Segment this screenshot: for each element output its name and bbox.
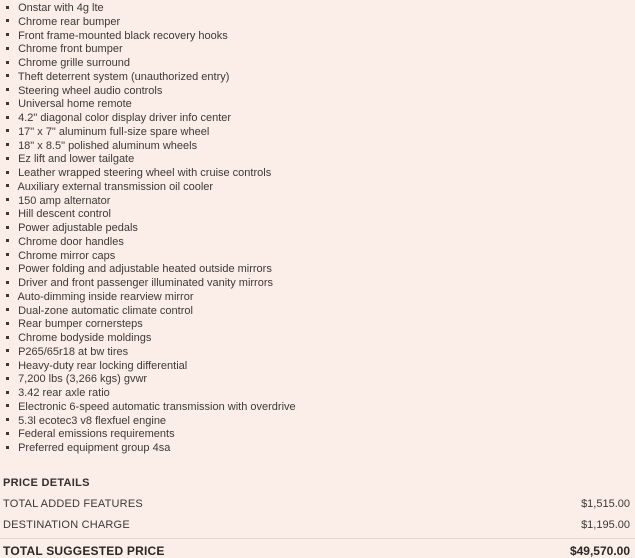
feature-text: Heavy-duty rear locking differential — [18, 359, 188, 372]
bullet-icon — [6, 33, 9, 36]
feature-list-item — [5, 167, 635, 181]
feature-list-item — [5, 126, 635, 140]
feature-list-item — [5, 208, 635, 222]
feature-list-item — [5, 387, 635, 401]
feature-list-item — [5, 140, 635, 154]
bullet-icon — [6, 253, 9, 256]
bullet-icon — [6, 184, 9, 187]
feature-text: Power folding and adjustable heated outside mirrors — [18, 263, 272, 276]
feature-text: Chrome front bumper — [18, 43, 123, 56]
feature-list-item — [5, 222, 635, 236]
feature-text: Auxiliary external transmission oil cooler — [17, 180, 214, 193]
bullet-icon — [6, 102, 9, 105]
feature-list-item — [5, 43, 635, 57]
feature-text: Steering wheel audio controls — [18, 84, 163, 97]
feature-text: Preferred equipment group 4sa — [18, 442, 171, 454]
price-details-heading: PRICE DETAILS — [3, 476, 90, 489]
bullet-icon — [6, 308, 9, 311]
feature-text: 18" x 8.5" polished aluminum wheels — [18, 139, 198, 152]
feature-text: Chrome mirror caps — [18, 249, 116, 262]
feature-text: Electronic 6-speed automatic transmission with overdrive — [18, 400, 296, 413]
feature-text: Universal home remote — [18, 98, 132, 111]
bullet-icon — [6, 281, 9, 284]
bullet-icon — [6, 404, 9, 407]
price-row-label: DESTINATION CHARGE — [3, 518, 130, 531]
feature-text: Auto-dimming inside rearview mirror — [17, 290, 194, 303]
bullet-icon — [6, 19, 9, 22]
bullet-icon — [6, 157, 9, 160]
price-row-value: $1,195.00 — [581, 518, 630, 531]
feature-text: 4.2" diagonal color display driver info center — [18, 112, 232, 124]
bullet-icon — [6, 432, 9, 435]
bullet-icon — [6, 143, 9, 146]
feature-list-item — [5, 291, 635, 305]
feature-text: 17" x 7" aluminum full-size spare wheel — [18, 125, 210, 138]
feature-list-item — [5, 98, 635, 112]
feature-text: Chrome door handles — [18, 235, 124, 248]
bullet-icon — [6, 336, 9, 339]
bullet-icon — [6, 47, 9, 50]
feature-list-item — [5, 85, 635, 99]
bullet-icon — [6, 294, 9, 297]
bullet-icon — [6, 212, 9, 215]
feature-text: Driver and front passenger illuminated vanity mirrors — [18, 277, 273, 289]
bullet-icon — [6, 198, 9, 201]
feature-list-item — [5, 195, 635, 209]
feature-list-item — [5, 442, 635, 456]
feature-text: Power adjustable pedals — [18, 222, 138, 234]
price-row — [0, 497, 635, 511]
bullet-icon — [6, 267, 9, 270]
bullet-icon — [6, 377, 9, 380]
feature-list-item — [5, 112, 635, 126]
feature-list-item — [5, 401, 635, 415]
feature-list-item — [5, 236, 635, 250]
feature-list-item — [5, 305, 635, 319]
bullet-icon — [6, 6, 9, 9]
price-row-label: TOTAL ADDED FEATURES — [3, 497, 143, 510]
bullet-icon — [6, 391, 9, 394]
feature-list-item — [5, 181, 635, 195]
total-suggested-price-row — [0, 538, 635, 558]
bullet-icon — [6, 322, 9, 325]
feature-list-item — [5, 318, 635, 332]
bullet-icon — [6, 171, 9, 174]
bullet-icon — [6, 129, 9, 132]
bullet-icon — [6, 116, 9, 119]
feature-text: Hill descent control — [18, 208, 111, 221]
bullet-icon — [6, 349, 9, 352]
feature-text: Leather wrapped steering wheel with cruise controls — [18, 167, 272, 179]
feature-text: Ez lift and lower tailgate — [18, 153, 135, 166]
bullet-icon — [6, 226, 9, 229]
bullet-icon — [6, 61, 9, 64]
feature-list-item — [5, 250, 635, 264]
feature-text: P265/65r18 at bw tires — [18, 345, 129, 358]
feature-list-item — [5, 346, 635, 360]
feature-list-item — [5, 373, 635, 387]
feature-text: 7,200 lbs (3,266 kgs) gvwr — [18, 373, 148, 386]
feature-text: 3.42 rear axle ratio — [18, 387, 110, 399]
bullet-icon — [6, 239, 9, 242]
feature-text: Federal emissions requirements — [18, 428, 175, 441]
feature-list-item — [5, 71, 635, 85]
feature-list-item — [5, 16, 635, 30]
feature-text: Dual-zone automatic climate control — [18, 304, 193, 317]
feature-text: Chrome grille surround — [18, 57, 130, 69]
feature-text: Chrome bodyside moldings — [18, 332, 152, 344]
feature-list-item — [5, 30, 635, 44]
feature-text: Chrome rear bumper — [18, 15, 121, 28]
feature-text: Onstar with 4g lte — [18, 2, 104, 14]
price-details-section — [0, 476, 635, 558]
price-row-value: $1,515.00 — [581, 497, 630, 510]
feature-list-item — [5, 277, 635, 291]
feature-text: 150 amp alternator — [18, 194, 111, 207]
bullet-icon — [6, 88, 9, 91]
feature-list-item — [5, 415, 635, 429]
feature-list-item — [5, 153, 635, 167]
bullet-icon — [6, 446, 9, 449]
feature-text: Front frame-mounted black recovery hooks — [18, 29, 228, 42]
bullet-icon — [6, 418, 9, 421]
bullet-icon — [6, 363, 9, 366]
feature-text: Theft deterrent system (unauthorized entry) — [17, 70, 230, 83]
feature-list-item — [5, 263, 635, 277]
feature-text: Rear bumper cornersteps — [18, 318, 143, 331]
feature-text: 5.3l ecotec3 v8 flexfuel engine — [18, 414, 167, 427]
feature-list-item — [5, 57, 635, 71]
feature-list-item — [5, 2, 635, 16]
feature-list-item — [5, 428, 635, 442]
feature-list-item — [5, 332, 635, 346]
feature-list-item — [5, 360, 635, 374]
bullet-icon — [6, 74, 9, 77]
price-row — [0, 518, 635, 532]
total-price-label: TOTAL SUGGESTED PRICE — [3, 543, 165, 558]
total-price-value: $49,570.00 — [569, 543, 630, 558]
